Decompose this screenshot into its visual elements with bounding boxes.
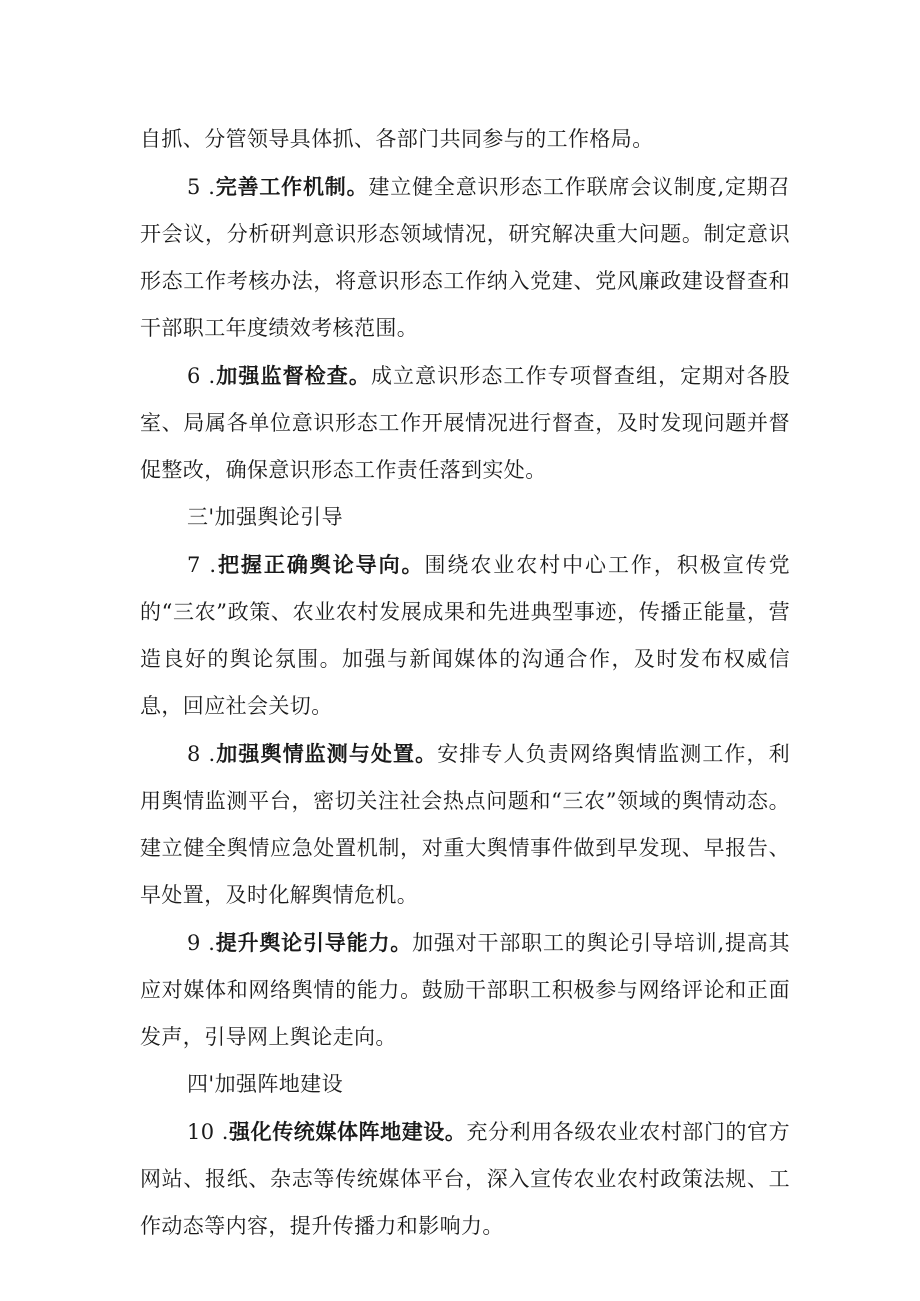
- item-title: 加强监督检查。: [215, 363, 371, 388]
- paragraph-item-9: [140, 919, 790, 1061]
- paragraph-item-6: [140, 352, 790, 494]
- item-number: 10 .: [187, 1120, 229, 1144]
- item-title: 加强舆情监测与处置。: [215, 741, 438, 766]
- item-title: 提升舆论引导能力。: [215, 930, 413, 955]
- item-number: 6 .: [187, 364, 216, 388]
- paragraph-item-8: [140, 730, 790, 919]
- item-body: 充分利用各级农业农村部门的官方网站、报纸、杂志等传统媒体平台，深入宣传农业农村政策法规、工作动态等内容，提升传播力和影响力。: [140, 1120, 790, 1238]
- item-number: 8 .: [187, 742, 216, 766]
- item-number: 9 .: [187, 931, 216, 955]
- section-heading-3: 三'加强舆论引导: [187, 505, 343, 529]
- paragraph-intro-continuation: 自抓、分管领导具体抓、各部门共同参与的工作格局。: [140, 127, 654, 151]
- item-body: 围绕农业农村中心工作，积极宣传党的“三农”政策、农业农村发展成果和先进典型事迹，传播正能量，营造良好的舆论氛围。加强与新闻媒体的沟通合作，及时发布权威信息，回应社会关切。: [140, 553, 790, 718]
- paragraph-item-10: [140, 1108, 790, 1250]
- item-number: 7 .: [187, 553, 217, 577]
- item-body: 建立健全意识形态工作联席会议制度,定期召开会议，分析研判意识形态领域情况，研究解决重大问题。制定意识形态工作考核办法，将意识形态工作纳入党建、党风廉政建设督查和干部职工年度绩效考核范围。: [140, 175, 790, 340]
- item-title: 把握正确舆论导向。: [216, 552, 425, 577]
- item-title: 强化传统媒体阵地建设。: [228, 1119, 467, 1144]
- item-title: 完善工作机制。: [215, 174, 369, 199]
- item-number: 5 .: [187, 175, 216, 199]
- section-heading-4: 四'加强阵地建设: [187, 1072, 343, 1096]
- item-body: 加强对干部职工的舆论引导培训,提高其应对媒体和网络舆情的能力。鼓励干部职工积极参与网络评论和正面发声，引导网上舆论走向。: [140, 931, 790, 1049]
- document-body: [140, 116, 790, 1250]
- item-body: 成立意识形态工作专项督查组，定期对各股室、局属各单位意识形态工作开展情况进行督查，及时发现问题并督促整改，确保意识形态工作责任落到实处。: [140, 364, 790, 482]
- paragraph-item-7: [140, 541, 790, 730]
- paragraph-item-5: [140, 163, 790, 352]
- item-body: 安排专人负责网络舆情监测工作，利用舆情监测平台，密切关注社会热点问题和“三农”领域的舆情动态。建立健全舆情应急处置机制，对重大舆情事件做到早发现、早报告、早处置，及时化解舆情危机。: [140, 742, 790, 907]
